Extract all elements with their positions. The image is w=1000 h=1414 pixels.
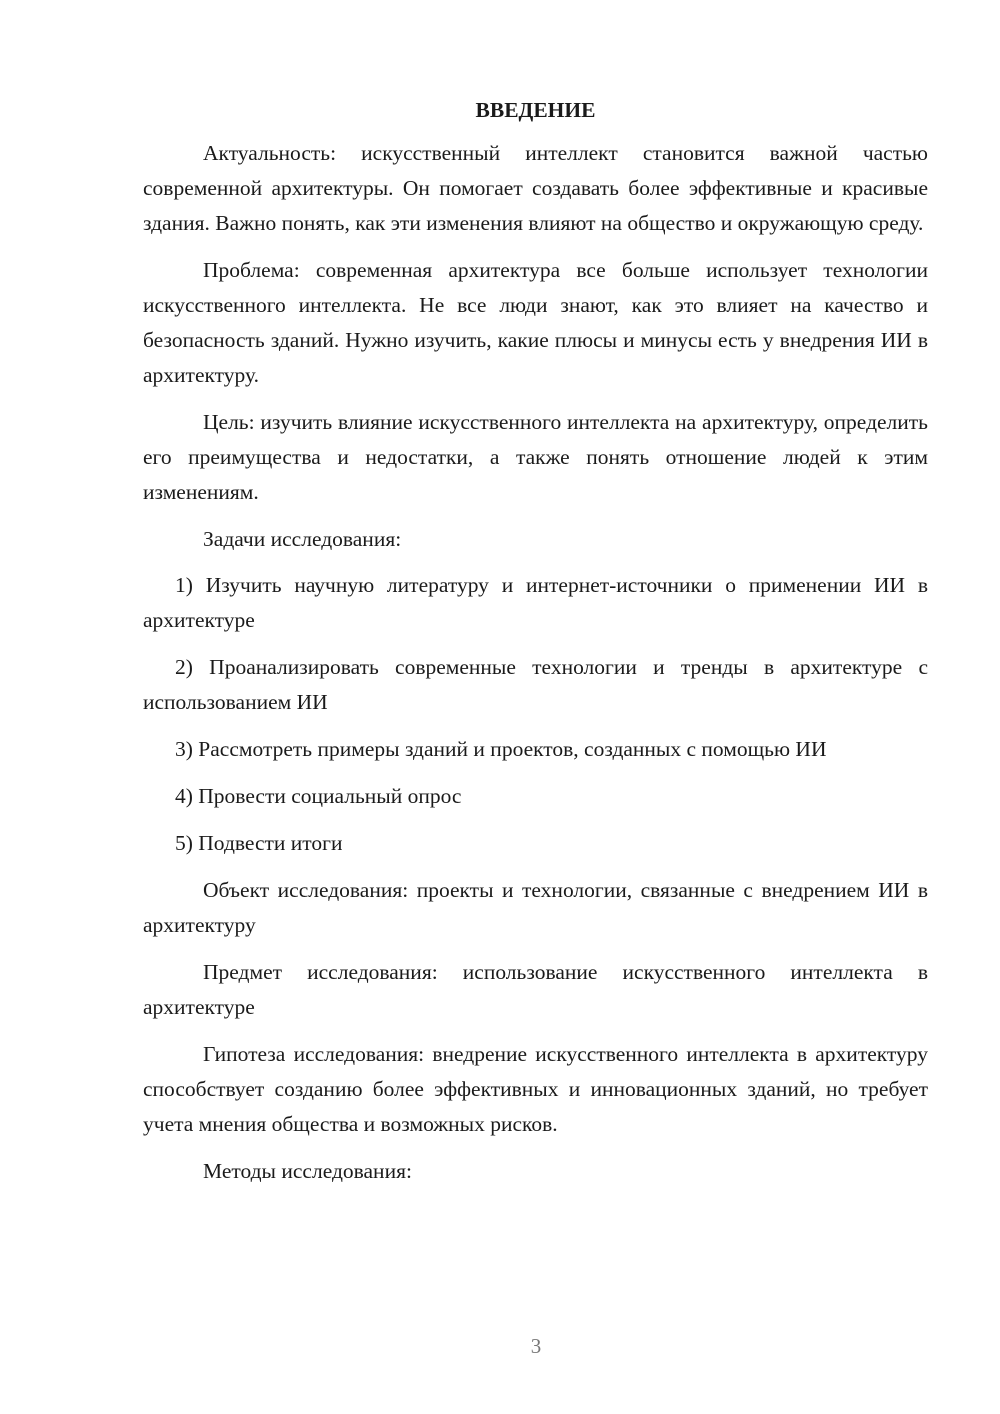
task-item-4: 4) Провести социальный опрос — [175, 784, 462, 808]
page-content — [143, 92, 928, 1201]
page-number: 3 — [530, 1334, 542, 1358]
paragraph-hypothesis: Гипотеза исследования: внедрение искусственного интеллекта в архитектуру способствует созданию более эффективных и инновационных зданий, но требует учета мнения общества и возможных рисков. — [143, 1042, 928, 1136]
task-item-1: 1) Изучить научную литературу и интернет-источники о применении ИИ в архитектуре — [143, 573, 928, 632]
task-item-5: 5) Подвести итоги — [175, 831, 343, 855]
task-item-3: 3) Рассмотреть примеры зданий и проектов, созданных с помощью ИИ — [175, 737, 827, 761]
page-title: ВВЕДЕНИЕ — [475, 98, 596, 122]
paragraph-object: Объект исследования: проекты и технологии, связанные с внедрением ИИ в архитектуру — [143, 878, 928, 937]
paragraph-relevance: Актуальность: искусственный интеллект становится важной частью современной архитектуры. Он помогает создавать более эффективные и красивые здания. Важно понять, как эти изменения влияют на общество и окружающую среду. — [143, 141, 928, 235]
tasks-title: Задачи исследования: — [203, 527, 402, 551]
paragraph-goal: Цель: изучить влияние искусственного интеллекта на архитектуру, определить его преимущества и недостатки, а также понять отношение людей к этим изменениям. — [143, 410, 928, 504]
paragraph-problem: Проблема: современная архитектура все больше использует технологии искусственного интеллекта. Не все люди знают, как это влияет на качество и безопасность зданий. Нужно изучить, какие плюсы и минусы есть у внедрения ИИ в архитектуру. — [143, 258, 928, 387]
paragraph-subject: Предмет исследования: использование искусственного интеллекта в архитектуре — [143, 960, 928, 1019]
task-item-2: 2) Проанализировать современные технологии и тренды в архитектуре с использованием ИИ — [143, 655, 928, 714]
methods-title: Методы исследования: — [203, 1159, 412, 1183]
